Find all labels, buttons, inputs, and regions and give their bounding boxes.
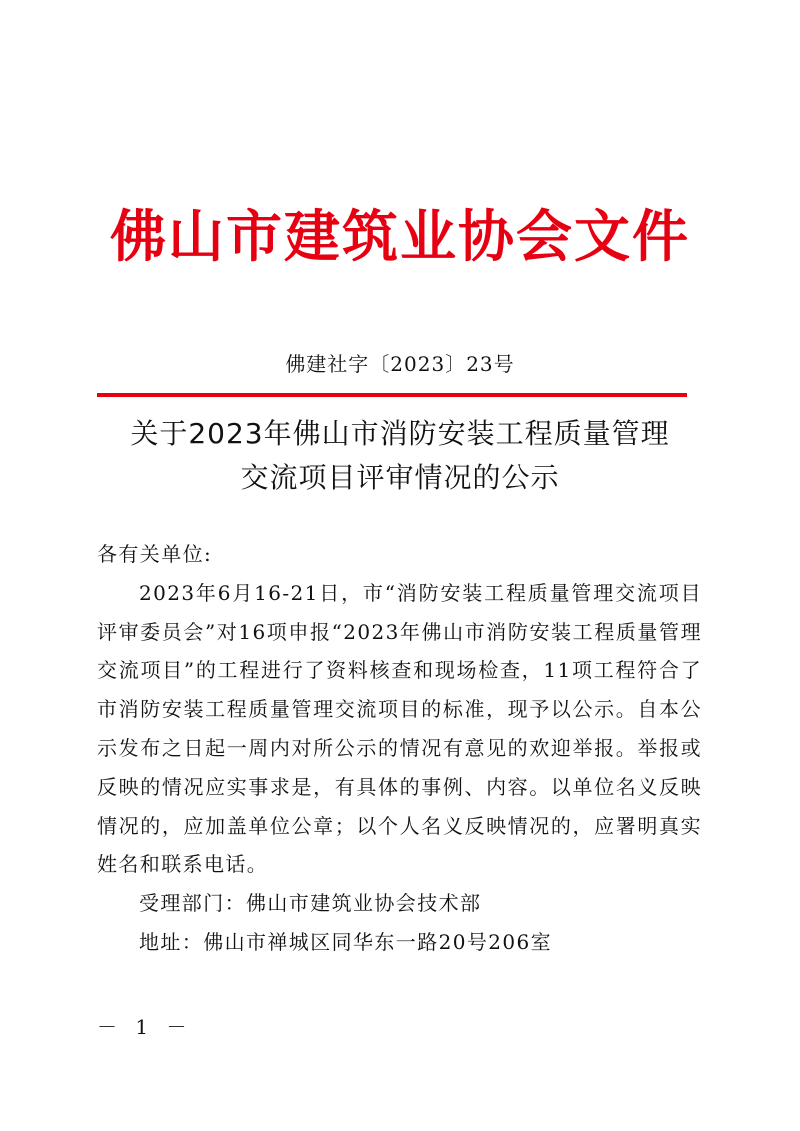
issuer-header: 佛山市建筑业协会文件 (110, 205, 690, 270)
notice-title (0, 412, 800, 500)
notice-title-line-1: 关于2023年佛山市消防安装工程质量管理 (130, 417, 670, 450)
address: 地址：佛山市禅城区同华东一路20号206室 (139, 929, 553, 954)
notice-body (97, 535, 702, 962)
salutation: 各有关单位: (97, 542, 213, 566)
notice-paragraph: 2023年6月16-21日，市“消防安装工程质量管理交流项目评审委员会”对16项申报“2023年佛山市消防安装工程质量管理交流项目”的工程进行了资料核查和现场检查，11项工程符合了市消防安装工程质量管理交流项目的标准，现予以公示。自本公示发布之日起一周内对所公示的情况有意见的欢迎举报。举报或反映的情况应实事求是，有具体的事例、内容。以单位名义反映情况的，应加盖单位公章；以个人名义反映情况的，应署明真实姓名和联系电话。 (97, 580, 702, 877)
document-number: 佛建社字〔2023〕23号 (285, 352, 515, 376)
notice-title-line-2: 交流项目评审情况的公示 (240, 461, 560, 494)
red-divider (97, 393, 687, 397)
page-number: － 1 － (97, 1015, 193, 1039)
receiving-department: 受理部门：佛山市建筑业协会技术部 (139, 891, 482, 916)
